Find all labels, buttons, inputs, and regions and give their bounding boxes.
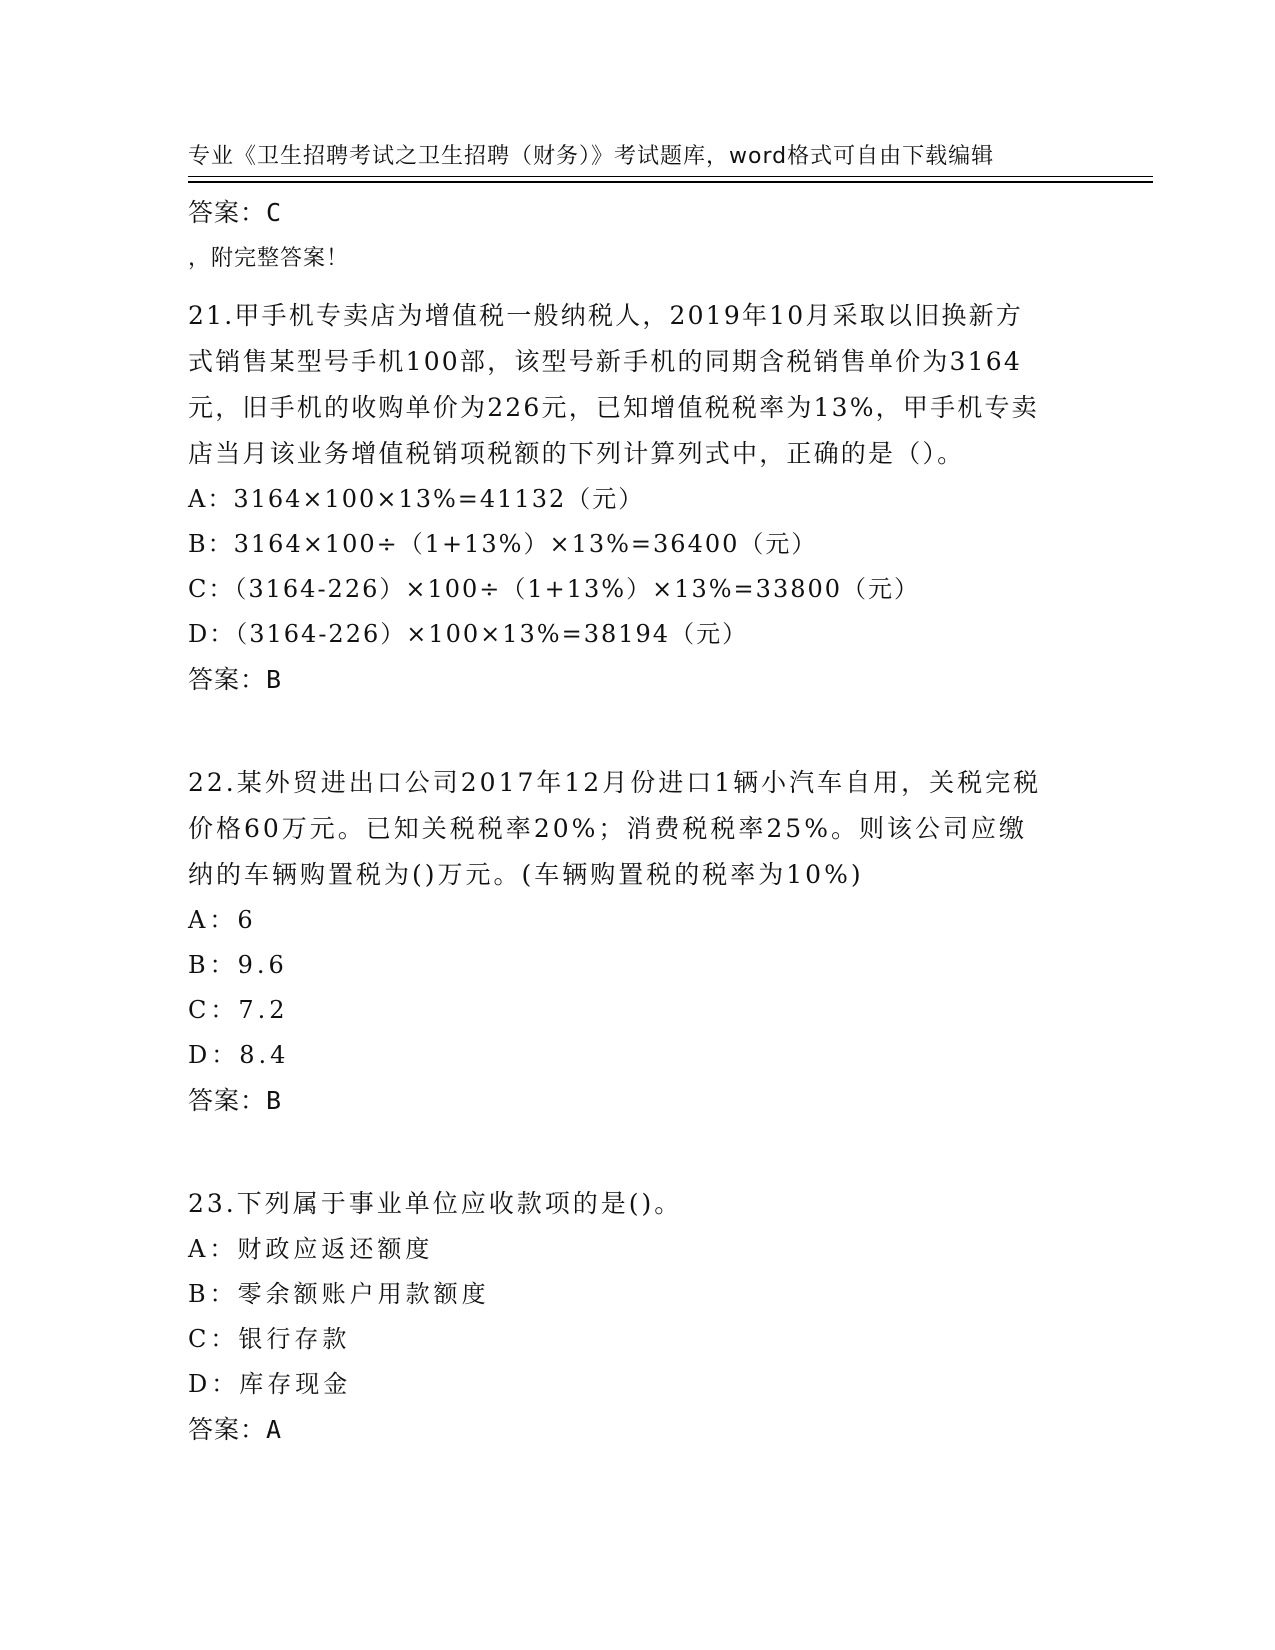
header-divider-thin <box>188 176 1153 177</box>
header-text-line-1: 专业《卫生招聘考试之卫生招聘（财务）》考试题库，word格式可自由下载编辑 <box>188 144 995 169</box>
stem-line: 价格60万元。已知关税税率20%；消费税税率25%。则该公司应缴 <box>188 814 1027 843</box>
stem-line: 店当月该业务增值税销项税额的下列计算列式中，正确的是（）。 <box>188 439 965 468</box>
question-22 <box>188 760 1088 1124</box>
option-a: A：6 <box>188 906 257 934</box>
option-d: D：库存现金 <box>188 1370 352 1398</box>
stem-line: 纳的车辆购置税为()万元。(车辆购置税的税率为10%) <box>188 860 864 889</box>
question-stem <box>188 1181 1088 1227</box>
question-content <box>188 190 1088 1453</box>
option-a: A：财政应返还额度 <box>188 1235 434 1263</box>
option-c: C：（3164-226）×100÷（1+13%）×13%=33800（元） <box>188 575 921 603</box>
answer-line: 答案：B <box>188 1086 283 1115</box>
header-text-line-2: ，附完整答案！ <box>188 246 350 271</box>
stem-line: 23.下列属于事业单位应收款项的是()。 <box>188 1189 683 1218</box>
question-stem <box>188 293 1088 477</box>
stem-line: 式销售某型号手机100部，该型号新手机的同期含税销售单价为3164 <box>188 347 1022 376</box>
option-b: B：零余额账户用款额度 <box>188 1280 490 1308</box>
question-stem <box>188 760 1088 898</box>
option-b: B：3164×100÷（1+13%）×13%=36400（元） <box>188 530 818 558</box>
stem-line: 22.某外贸进出口公司2017年12月份进口1辆小汽车自用，关税完税 <box>188 768 1042 797</box>
option-a: A：3164×100×13%=41132（元） <box>188 485 645 513</box>
option-b: B：9.6 <box>188 951 288 979</box>
option-c: C：7.2 <box>188 996 289 1024</box>
previous-answer: 答案：C <box>188 198 283 227</box>
option-d: D：8.4 <box>188 1041 290 1069</box>
stem-line: 元，旧手机的收购单价为226元，已知增值税税率为13%，甲手机专卖 <box>188 393 1039 422</box>
option-d: D：（3164-226）×100×13%=38194（元） <box>188 620 749 648</box>
answer-line: 答案：A <box>188 1415 283 1444</box>
question-23 <box>188 1181 1088 1453</box>
option-c: C：银行存款 <box>188 1325 351 1353</box>
answer-line: 答案：B <box>188 665 283 694</box>
stem-line: 21.甲手机专卖店为增值税一般纳税人，2019年10月采取以旧换新方 <box>188 301 1023 330</box>
header-divider-thick <box>188 181 1153 183</box>
question-21 <box>188 293 1088 703</box>
